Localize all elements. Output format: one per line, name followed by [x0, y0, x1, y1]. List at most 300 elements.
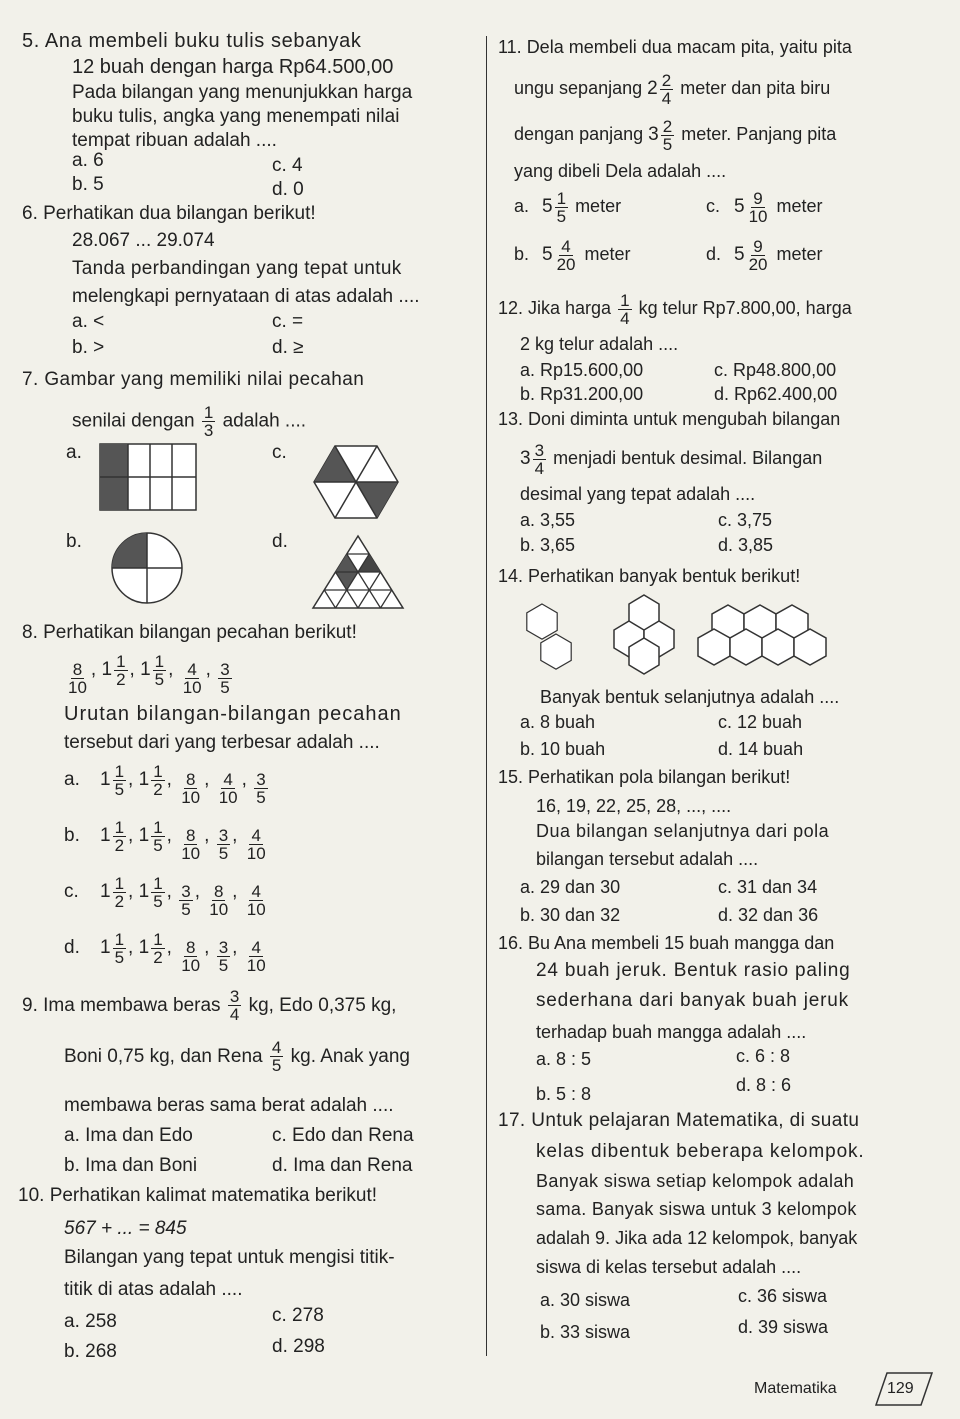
q8-opt-0-item-0-fraction: [113, 763, 126, 798]
q12-line1: [498, 286, 852, 330]
q6-option-c[interactable]: c. =: [272, 311, 304, 332]
q8-opt-comma: ,: [194, 881, 206, 902]
q8-opt-3-item-2-num: 8: [185, 938, 196, 957]
q11-option-label: c.: [706, 196, 721, 216]
q8-opt-2-item-3-num: 8: [213, 882, 224, 901]
q14-option-c[interactable]: c. 12 buah: [718, 712, 803, 732]
q5-line5: tempat ribuan adalah ....: [72, 130, 277, 151]
page-number: 129: [887, 1380, 914, 1397]
q11-opt-b-whole: 5: [542, 244, 553, 265]
q11-opt-b: [542, 233, 580, 277]
q8-line1: 8. Perhatikan bilangan pecahan berikut!: [22, 622, 357, 643]
q11-line3: [514, 112, 836, 156]
q8-opt-2-item-4-den: 10: [246, 900, 266, 919]
q5-line4: buku tulis, angka yang menempati nilai: [72, 106, 400, 127]
q11-opt-a-den: 5: [556, 206, 567, 226]
q8-option-label: b.: [64, 825, 80, 846]
q8-opt-3-item-0-fraction: [113, 931, 126, 966]
q14-line2: Banyak bentuk selanjutnya adalah ....: [540, 687, 840, 707]
q7-grid-shaded-bottom: [100, 477, 128, 510]
q9-line3: membawa beras sama berat adalah ....: [64, 1095, 394, 1116]
q11-option-unit: meter: [584, 244, 631, 264]
q11-opt-c: [734, 185, 772, 229]
q14-figure-2-hexagons[interactable]: [604, 593, 684, 675]
q13-m-whole: 3: [520, 448, 531, 469]
q17-option-b[interactable]: b. 33 siswa: [540, 1322, 631, 1342]
q11-option-a[interactable]: [514, 184, 621, 228]
q8-opt-1-item-2-den: 10: [181, 844, 201, 863]
q8-seq-item-1: [101, 648, 129, 692]
q16-option-a[interactable]: a. 8 : 5: [536, 1049, 592, 1069]
q9-option-b[interactable]: b. Ima dan Boni: [64, 1155, 198, 1176]
q7-line1: 7. Gambar yang memiliki nilai pecahan: [22, 369, 365, 390]
q8-option-label: d.: [64, 937, 80, 958]
q10-option-d[interactable]: d. 298: [272, 1336, 325, 1357]
q9-f1-den: 4: [229, 1005, 240, 1025]
q9-line1: [22, 984, 396, 1028]
q13-line2: [520, 436, 822, 480]
q8-opt-comma: ,: [166, 881, 178, 902]
q8-seq-item-4: [216, 661, 233, 696]
q7-figure-c-hexagon[interactable]: [314, 446, 398, 518]
q8-seq-item-4-num: 3: [220, 660, 230, 679]
q8-opt-3-item-0-whole: 1: [100, 937, 111, 958]
q15-option-a[interactable]: a. 29 dan 30: [520, 877, 621, 897]
q8-opt-3-item-1: [139, 926, 167, 970]
q8-seq-item-1-den: 2: [116, 669, 126, 689]
q8-opt-3-item-2: [177, 939, 204, 974]
q11-option-unit: meter: [776, 244, 823, 264]
q8-opt-0-item-2-den: 10: [181, 788, 201, 807]
q11-option-b[interactable]: [514, 232, 631, 276]
q13-option-a[interactable]: a. 3,55: [520, 510, 576, 530]
q8-opt-3-item-3-fraction: [217, 939, 230, 974]
q8-opt-comma: ,: [166, 937, 178, 958]
q8-opt-3-item-4: [243, 939, 270, 974]
q5-option-a[interactable]: a. 6: [72, 150, 104, 171]
q11-option-label: a.: [514, 196, 530, 216]
q7-option-d[interactable]: d.: [272, 531, 288, 552]
q8-opt-1-item-2-num: 8: [185, 826, 196, 845]
q8-seq-item-1-num: 1: [116, 651, 126, 671]
q9-option-d[interactable]: d. Ima dan Rena: [272, 1155, 413, 1176]
q8-opt-comma: ,: [204, 769, 215, 790]
q13-m-num: 3: [534, 440, 545, 460]
q8-opt-1-item-4-num: 4: [251, 826, 261, 845]
q12-line1-start: 12. Jika harga: [498, 298, 612, 318]
q5-option-c[interactable]: c. 4: [272, 155, 303, 176]
q8-seq-comma: ,: [168, 659, 179, 680]
q11-option-unit: meter: [575, 196, 622, 216]
q7-frac-den: 3: [203, 421, 214, 440]
q9-f1-num: 3: [229, 987, 240, 1007]
q8-opt-comma: ,: [166, 769, 178, 790]
q8-opt-3-item-4-fraction: [245, 939, 268, 974]
q8-option-c[interactable]: [64, 870, 270, 919]
q11-opt-c-den: 10: [748, 206, 768, 226]
q16-option-b[interactable]: b. 5 : 8: [536, 1084, 592, 1104]
q8-opt-comma: ,: [128, 881, 139, 902]
q9-line1-start: 9. Ima membawa beras: [22, 995, 221, 1016]
q11-opt-c-num: 9: [753, 188, 763, 208]
q11-opt-d-num: 9: [753, 236, 763, 256]
q17-line4: sama. Banyak siswa untuk 3 kelompok: [536, 1199, 857, 1219]
q6-line3: Tanda perbandingan yang tepat untuk: [72, 258, 402, 279]
q8-opt-1-item-1-fraction: [151, 819, 164, 854]
q8-opt-2-item-1-fraction: [151, 875, 164, 910]
q14-line1: 14. Perhatikan banyak bentuk berikut!: [498, 566, 801, 586]
q8-opt-comma: ,: [166, 825, 178, 846]
q8-opt-3-item-0-den: 5: [114, 947, 125, 967]
q11-option-label: d.: [706, 244, 722, 264]
q11-line3-end: meter. Panjang pita: [681, 124, 837, 144]
q13-line1: 13. Doni diminta untuk mengubah bilangan: [498, 409, 841, 429]
q8-opt-0-item-0-num: 1: [114, 761, 125, 781]
q8-opt-3-item-3-den: 5: [218, 956, 229, 975]
q12-fraction: [618, 292, 631, 327]
q11-opt-d-den: 20: [748, 254, 768, 274]
q8-opt-1-item-1-den: 5: [153, 835, 163, 855]
q10-option-a[interactable]: a. 258: [64, 1311, 117, 1332]
q7-line2-end: adalah ....: [222, 410, 307, 432]
q8-opt-1-item-2-fraction: [179, 827, 202, 862]
q16-option-c[interactable]: c. 6 : 8: [736, 1046, 791, 1066]
q8-seq-item-3: [179, 661, 206, 696]
q14-option-a[interactable]: a. 8 buah: [520, 712, 596, 732]
q8-opt-0-item-4-num: 3: [256, 770, 266, 789]
q11-m1-num: 2: [661, 70, 672, 90]
q8-opt-0-item-2-num: 8: [185, 770, 196, 789]
q9-option-a[interactable]: a. Ima dan Edo: [64, 1125, 193, 1146]
q8-opt-1-item-0: [100, 814, 128, 858]
q9-fraction-2: [270, 1039, 283, 1074]
q8-opt-1-item-0-fraction: [113, 819, 126, 854]
q12-frac-num: 1: [620, 290, 630, 310]
q16-line4: terhadap buah mangga adalah ....: [536, 1022, 807, 1042]
q14-figure-3-hexagons[interactable]: [698, 605, 838, 665]
q8-opt-2-item-4-num: 4: [251, 882, 261, 901]
q8-seq-item-1-whole: 1: [101, 659, 113, 680]
q8-opt-2-item-2-num: 3: [181, 882, 191, 901]
q8-seq-item-2-num: 1: [154, 651, 165, 671]
q14-option-d[interactable]: d. 14 buah: [718, 739, 804, 759]
q8-opt-2-item-0-whole: 1: [100, 881, 111, 902]
q7-fraction: [202, 404, 215, 439]
q8-opt-3-item-3: [215, 939, 232, 974]
q8-option-b[interactable]: [64, 814, 270, 863]
q8-opt-3-item-2-den: 10: [181, 956, 201, 975]
q9-line2-start: Boni 0,75 kg, dan Rena: [64, 1046, 263, 1067]
q8-opt-0-item-4: [252, 771, 269, 806]
q8-opt-comma: ,: [204, 825, 215, 846]
q17-line3: Banyak siswa setiap kelompok adalah: [536, 1171, 855, 1191]
q11-line2-end: meter dan pita biru: [680, 78, 831, 98]
q11-m2-den: 5: [662, 134, 673, 154]
q17-line2: kelas dibentuk beberapa kelompok.: [536, 1141, 865, 1162]
q8-opt-2-item-1-num: 1: [153, 873, 163, 893]
q17-option-d[interactable]: d. 39 siswa: [738, 1317, 829, 1337]
q8-opt-1-item-1-num: 1: [153, 817, 163, 837]
q16-option-d[interactable]: d. 8 : 6: [736, 1075, 792, 1095]
q8-opt-comma: ,: [128, 825, 139, 846]
q17-line6: siswa di kelas tersebut adalah ....: [536, 1257, 802, 1277]
q10-line2: 567 + ... = 845: [64, 1218, 187, 1239]
q9-line2-end: kg. Anak yang: [290, 1046, 410, 1067]
q8-opt-1-item-3-den: 5: [218, 844, 229, 863]
q7-circle-shaded-quarter: [112, 533, 147, 568]
q7-frac-num: 1: [203, 403, 214, 422]
q9-line1-end: kg, Edo 0,375 kg,: [248, 995, 397, 1016]
q16-line3: sederhana dari banyak buah jeruk: [536, 990, 849, 1011]
q8-opt-2-item-3: [205, 883, 232, 918]
q16-line2: 24 buah jeruk. Bentuk rasio paling: [536, 960, 851, 981]
q8-opt-0-item-0: [100, 758, 128, 802]
q8-opt-0-item-4-den: 5: [256, 788, 266, 807]
q8-seq-comma: ,: [129, 659, 141, 680]
q6-line4: melengkapi pernyataan di atas adalah ....: [72, 286, 420, 307]
q11-option-c[interactable]: [706, 184, 823, 228]
q11-opt-a: [542, 185, 570, 229]
q8-opt-2-item-2-fraction: [179, 883, 192, 918]
q8-seq-item-2: [140, 648, 168, 692]
q16-line1: 16. Bu Ana membeli 15 buah mangga dan: [498, 933, 835, 953]
q8-opt-2-item-0-num: 1: [114, 873, 125, 893]
q8-opt-0-item-3-num: 4: [223, 770, 233, 789]
q8-opt-0-item-1: [139, 758, 167, 802]
q8-seq-item-4-fraction: [218, 661, 231, 696]
q8-opt-3-item-0-num: 1: [114, 929, 125, 949]
q13-m-den: 4: [534, 458, 545, 478]
q8-opt-0-item-3-den: 10: [218, 788, 238, 807]
q8-option-a[interactable]: [64, 758, 270, 807]
q7-option-a[interactable]: a.: [66, 442, 82, 463]
q7-figure-b-circle[interactable]: [110, 531, 184, 605]
q8-opt-2-item-2-den: 5: [181, 900, 191, 919]
q8-seq-item-3-den: 10: [182, 678, 202, 697]
q15-option-b[interactable]: b. 30 dan 32: [520, 905, 621, 925]
q11-option-label: b.: [514, 244, 530, 264]
q11-opt-d-whole: 5: [734, 244, 745, 265]
q8-seq-item-0-fraction: [66, 661, 89, 696]
q8-opt-3-item-3-num: 3: [218, 938, 229, 957]
q8-seq-item-2-den: 5: [154, 669, 165, 689]
q13-option-d[interactable]: d. 3,85: [718, 535, 774, 555]
q8-opt-1-item-4-den: 10: [246, 844, 266, 863]
q8-opt-1-item-0-num: 1: [114, 817, 125, 837]
q8-opt-0-item-0-den: 5: [114, 779, 125, 799]
q8-opt-1-item-0-den: 2: [114, 835, 125, 855]
q7-figure-a-grid[interactable]: [100, 444, 196, 510]
q11-opt-c-fraction: [747, 190, 770, 225]
q9-line2: [64, 1035, 410, 1079]
q8-opt-1-item-1: [139, 814, 167, 858]
q5-option-d[interactable]: d. 0: [272, 179, 304, 200]
q8-opt-3-item-1-fraction: [151, 931, 164, 966]
q8-opt-2-item-4: [243, 883, 270, 918]
q5-line1: 5. Ana membeli buku tulis sebanyak: [22, 30, 362, 52]
q8-line3: tersebut dari yang terbesar adalah ....: [64, 732, 380, 753]
q8-opt-2-item-0-fraction: [113, 875, 126, 910]
q15-option-d[interactable]: d. 32 dan 36: [718, 905, 819, 925]
q8-seq-comma: ,: [205, 659, 217, 680]
q8-opt-comma: ,: [232, 825, 243, 846]
q14-option-b[interactable]: b. 10 buah: [520, 739, 606, 759]
q8-seq-item-0-den: 10: [68, 678, 87, 697]
q6-option-a[interactable]: a. <: [72, 311, 105, 332]
q6-line2: 28.067 ... 29.074: [72, 230, 215, 251]
q8-opt-3-item-4-num: 4: [251, 938, 261, 957]
q10-line4: titik di atas adalah ....: [64, 1279, 243, 1300]
q11-opt-b-fraction: [555, 238, 578, 273]
q9-f2-num: 4: [271, 1038, 282, 1058]
q8-opt-2-item-2: [177, 883, 194, 918]
q13-line2-end: menjadi bentuk desimal. Bilangan: [553, 448, 823, 468]
q8-opt-1-item-1-whole: 1: [138, 825, 150, 846]
q8-opt-0-item-1-den: 2: [153, 779, 163, 799]
q8-opt-3-item-1-whole: 1: [138, 937, 150, 958]
q8-opt-1-item-0-whole: 1: [100, 825, 111, 846]
q13-option-b[interactable]: b. 3,65: [520, 535, 576, 555]
q9-fraction-1: [228, 988, 241, 1023]
q11-line3-start: dengan panjang: [514, 124, 644, 144]
q8-opt-2-item-4-fraction: [245, 883, 268, 918]
q8-seq-item-3-fraction: [181, 661, 204, 696]
q15-option-c[interactable]: c. 31 dan 34: [718, 877, 818, 897]
q11-line2: [514, 66, 830, 110]
q8-opt-3-item-4-den: 10: [246, 956, 266, 975]
q8-opt-2-item-0: [100, 870, 128, 914]
q6-option-d[interactable]: d. ≥: [272, 337, 304, 358]
q8-opt-1-item-4-fraction: [245, 827, 268, 862]
q12-option-c[interactable]: c. Rp48.800,00: [714, 360, 837, 380]
q8-line2: Urutan bilangan-bilangan pecahan: [64, 703, 402, 725]
q13-mixed: [520, 437, 548, 481]
q5-option-b[interactable]: b. 5: [72, 174, 104, 195]
q8-opt-0-item-0-whole: 1: [100, 769, 111, 790]
q9-option-c[interactable]: c. Edo dan Rena: [272, 1125, 414, 1146]
q11-opt-b-num: 4: [561, 236, 571, 256]
q12-option-d[interactable]: d. Rp62.400,00: [714, 384, 838, 404]
q8-opt-0-item-1-fraction: [151, 763, 164, 798]
q15-line1: 15. Perhatikan pola bilangan berikut!: [498, 767, 791, 787]
q8-opt-2-item-3-den: 10: [209, 900, 229, 919]
q12-line1-end: kg telur Rp7.800,00, harga: [638, 298, 852, 318]
q6-line1: 6. Perhatikan dua bilangan berikut!: [22, 203, 316, 224]
q15-line3: Dua bilangan selanjutnya dari pola: [536, 821, 830, 841]
q17-line5: adalah 9. Jika ada 12 kelompok, banyak: [536, 1228, 858, 1248]
q10-option-b[interactable]: b. 268: [64, 1341, 117, 1362]
q8-opt-3-item-1-num: 1: [153, 929, 163, 949]
q11-opt-c-whole: 5: [734, 196, 745, 217]
q7-line2: [72, 404, 306, 439]
q9-f2-den: 5: [271, 1056, 282, 1076]
q8-option-label: c.: [64, 881, 79, 902]
q8-opt-3-item-2-fraction: [179, 939, 202, 974]
q8-seq-item-0: [64, 661, 91, 696]
q11-line1: 11. Dela membeli dua macam pita, yaitu pita: [498, 37, 852, 57]
q17-line1: 17. Untuk pelajaran Matematika, di suatu: [498, 1110, 860, 1131]
q8-opt-comma: ,: [232, 881, 243, 902]
q8-opt-1-item-3-num: 3: [218, 826, 229, 845]
q8-opt-3-item-0: [100, 926, 128, 970]
q11-option-d[interactable]: [706, 232, 823, 276]
q11-opt-d: [734, 233, 772, 277]
q7-grid-shaded-top: [100, 444, 128, 477]
q8-opt-comma: ,: [241, 769, 253, 790]
q11-m1-den: 4: [661, 88, 672, 108]
q8-seq-item-0-num: 8: [72, 660, 83, 679]
q11-line2-start: ungu sepanjang: [514, 78, 643, 98]
q17-option-c[interactable]: c. 36 siswa: [738, 1286, 828, 1306]
q5-line2: 12 buah dengan harga Rp64.500,00: [72, 56, 394, 78]
q12-line2: 2 kg telur adalah ....: [520, 334, 679, 354]
column-divider: [486, 36, 487, 1356]
q7-option-b[interactable]: b.: [66, 531, 82, 552]
q8-option-d[interactable]: [64, 926, 270, 975]
q10-option-c[interactable]: c. 278: [272, 1305, 324, 1326]
q13-option-c[interactable]: c. 3,75: [718, 510, 773, 530]
q11-opt-b-den: 20: [556, 254, 576, 274]
q8-sequence: [64, 648, 234, 697]
q8-opt-2-item-1: [139, 870, 167, 914]
q8-opt-2-item-1-whole: 1: [138, 881, 150, 902]
q8-opt-0-item-4-fraction: [254, 771, 267, 806]
q8-opt-1-item-4: [243, 827, 270, 862]
q8-opt-comma: ,: [128, 769, 139, 790]
q15-line4: bilangan tersebut adalah ....: [536, 849, 759, 869]
q8-opt-2-item-0-den: 2: [114, 891, 125, 911]
q8-opt-comma: ,: [128, 937, 139, 958]
q10-line3: Bilangan yang tepat untuk mengisi titik-: [64, 1247, 395, 1268]
q8-opt-comma: ,: [232, 937, 243, 958]
q11-m1-whole: 2: [647, 78, 658, 99]
q7-line2-start: senilai dengan: [72, 410, 195, 432]
q12-option-a[interactable]: a. Rp15.600,00: [520, 360, 644, 380]
q11-option-unit: meter: [776, 196, 823, 216]
q8-opt-0-item-3-fraction: [217, 771, 240, 806]
q11-m2-num: 2: [662, 116, 673, 136]
q8-opt-3-item-1-den: 2: [153, 947, 163, 967]
q8-opt-0-item-1-num: 1: [153, 761, 163, 781]
q8-opt-1-item-2: [177, 827, 204, 862]
q8-opt-2-item-3-fraction: [207, 883, 230, 918]
q17-option-a[interactable]: a. 30 siswa: [540, 1290, 631, 1310]
q8-seq-comma: ,: [90, 659, 102, 680]
q15-line2: 16, 19, 22, 25, 28, ..., ....: [536, 796, 732, 816]
q8-opt-2-item-1-den: 5: [153, 891, 163, 911]
q11-opt-a-fraction: [555, 190, 568, 225]
q8-opt-0-item-2: [177, 771, 204, 806]
q8-opt-comma: ,: [204, 937, 215, 958]
q8-seq-item-4-den: 5: [220, 678, 230, 697]
q7-figure-d-triangle[interactable]: [313, 536, 403, 608]
q12-option-b[interactable]: b. Rp31.200,00: [520, 384, 644, 404]
q8-opt-0-item-3: [215, 771, 242, 806]
q7-option-c[interactable]: c.: [272, 442, 287, 463]
q11-opt-a-num: 1: [556, 188, 567, 208]
q14-figure-1-hexagons[interactable]: [528, 604, 578, 670]
q8-seq-item-2-whole: 1: [140, 659, 151, 680]
q8-opt-0-item-1-whole: 1: [138, 769, 150, 790]
q6-option-b[interactable]: b. >: [72, 337, 105, 358]
footer-subject: Matematika: [754, 1380, 837, 1397]
q10-line1: 10. Perhatikan kalimat matematika berikut!: [18, 1185, 378, 1206]
q8-opt-1-item-3: [215, 827, 232, 862]
q5-line3: Pada bilangan yang menunjukkan harga: [72, 82, 413, 103]
q11-line4: yang dibeli Dela adalah ....: [514, 161, 727, 181]
q8-seq-item-3-num: 4: [187, 660, 197, 679]
q12-frac-den: 4: [620, 308, 630, 328]
